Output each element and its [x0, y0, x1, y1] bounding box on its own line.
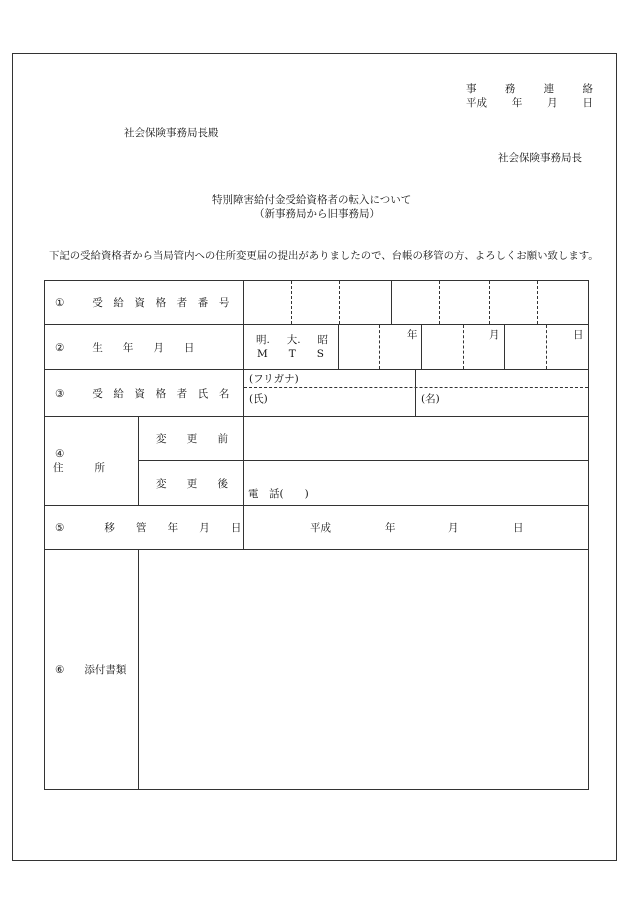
row-birth-date — [45, 325, 589, 370]
era-options[interactable]: 明. 大. 昭 — [256, 334, 328, 346]
document-subtitle: （新事務局から旧事務局） — [254, 208, 380, 220]
transfer-date-label: ⑤ 移 管 年 月 日 — [45, 506, 244, 550]
day-label: 日 — [573, 329, 584, 341]
issue-date: 平成 年 月 日 — [466, 97, 593, 109]
address-after-field[interactable] — [244, 461, 589, 506]
birth-date-field[interactable] — [244, 325, 589, 370]
transfer-era: 平成 — [310, 522, 331, 534]
attachments-field[interactable] — [139, 550, 589, 790]
given-name-label: (名) — [421, 393, 440, 405]
address-after-label: 変 更 後 — [139, 461, 244, 506]
address-label: ④ 住 所 — [45, 417, 139, 506]
era-letters: M T S — [257, 348, 324, 360]
row-transfer-date — [45, 506, 589, 550]
year-label: 年 — [407, 329, 418, 341]
birth-date-label: ② 生 年 月 日 — [45, 325, 244, 370]
transfer-form-table — [44, 280, 589, 790]
transfer-date-field[interactable] — [244, 506, 589, 550]
intro-text: 下記の受給資格者から当局管内への住所変更届の提出がありましたので、台帳の移管の方、よろしくお願い致します。 — [49, 250, 599, 262]
document-title: 特別障害給付金受給資格者の転入について — [212, 194, 412, 206]
addressee: 社会保険事務局長殿 — [124, 127, 219, 139]
address-before-field[interactable] — [244, 417, 589, 461]
row-recipient-name — [45, 370, 589, 417]
recipient-number-field[interactable] — [244, 281, 589, 325]
address-before-label: 変 更 前 — [139, 417, 244, 461]
furigana-label: (フリガナ) — [249, 373, 299, 385]
row-recipient-number — [45, 281, 589, 325]
family-name-label: (氏) — [249, 393, 268, 405]
row-attachments — [45, 550, 589, 790]
phone-label: 電 話( ) — [248, 488, 309, 500]
sender: 社会保険事務局長 — [498, 152, 582, 164]
transfer-year: 年 — [385, 522, 396, 534]
doc-type: 事 務 連 絡 — [466, 83, 593, 95]
transfer-day: 日 — [513, 522, 524, 534]
transfer-month: 月 — [448, 522, 459, 534]
recipient-number-label: ① 受 給 資 格 者 番 号 — [45, 281, 244, 325]
attachments-label: ⑥ 添付書類 — [45, 550, 139, 790]
recipient-name-label: ③ 受 給 資 格 者 氏 名 — [45, 370, 244, 417]
row-address-before — [45, 417, 589, 461]
month-label: 月 — [489, 329, 500, 341]
recipient-name-field[interactable] — [244, 370, 589, 417]
